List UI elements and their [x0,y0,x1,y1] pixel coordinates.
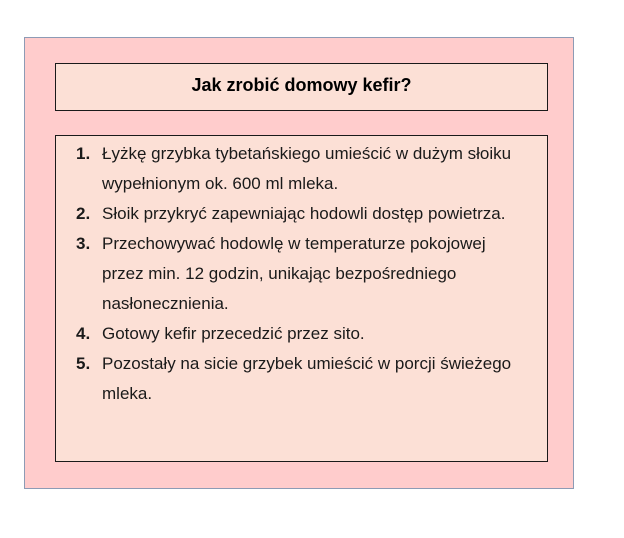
step-number: 3. [76,234,91,253]
list-item [76,199,516,229]
list-item [76,139,516,199]
list-item [76,319,516,349]
step-text: Słoik przykryć zapewniając hodowli dostęp powietrza. [102,204,506,223]
steps-list [76,139,516,409]
recipe-panel [24,37,574,489]
steps-box [55,135,548,462]
step-text: Gotowy kefir przecedzić przez sito. [102,324,365,343]
step-number: 1. [76,144,91,163]
list-item [76,229,516,319]
step-number: 5. [76,354,91,373]
step-number: 2. [76,204,91,223]
page-title: Jak zrobić domowy kefir? [191,74,412,95]
list-item [76,349,516,409]
step-text: Przechowywać hodowlę w temperaturze pokojowej przez min. 12 godzin, unikając bezpośredniego nasłonecznienia. [102,234,486,313]
step-text: Pozostały na sicie grzybek umieścić w porcji świeżego mleka. [102,354,512,403]
step-number: 4. [76,324,91,343]
title-box [55,63,548,111]
step-text: Łyżkę grzybka tybetańskiego umieścić w dużym słoiku wypełnionym ok. 600 ml mleka. [102,144,512,193]
